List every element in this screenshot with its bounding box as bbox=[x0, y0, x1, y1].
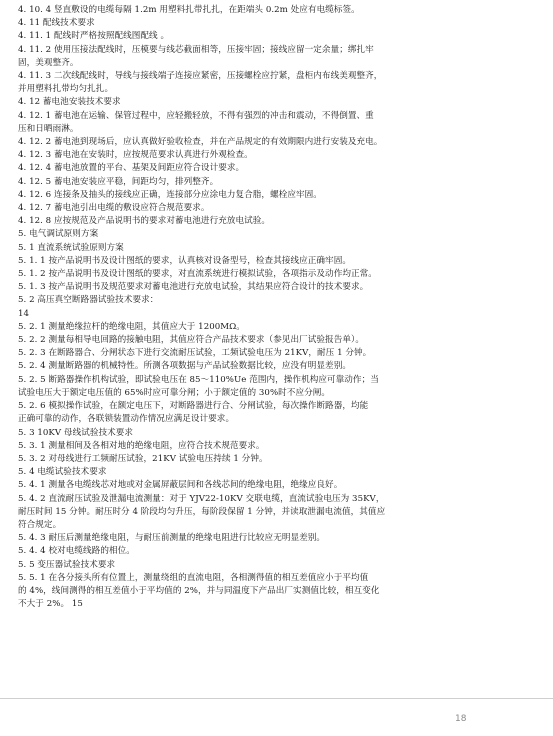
text-line: 4. 11. 2 使用压接法配线时，压模要与线芯截面相等，压接牢固；接线应留一定余量；绑扎牢 bbox=[18, 44, 374, 55]
text-line: 5. 2. 6 模拟操作试验，在额定电压下，对断路器进行合、分闸试验，每次操作断路器，均能 bbox=[18, 401, 369, 412]
text-line: 4. 11. 1 配线时严格按照配线图配线 。 bbox=[18, 31, 170, 42]
text-line: 固，美观整齐。 bbox=[18, 57, 79, 68]
text-line: 并用塑料扎带均匀扎扎。 bbox=[18, 84, 114, 95]
text-line: 5. 2. 4 测量断路器的机械特性。所测各项数据与产品试验数据比较，应没有明显差别。 bbox=[18, 361, 351, 372]
text-line: 4. 12. 1 蓄电池在运输、保管过程中，应轻搬轻放，不得有强烈的冲击和震动，不得倒置、重 bbox=[18, 110, 374, 121]
text-line: 5. 2. 1 测量绝缘拉杆的绝缘电阻，其值应大于 1200MΩ。 bbox=[18, 321, 245, 332]
text-line: 不大于 2%。 15 bbox=[18, 599, 83, 610]
text-line: 5. 1. 2 按产品说明书及设计图纸的要求，对直流系统进行模拟试验，各项指示及动作均正常。 bbox=[18, 269, 377, 280]
text-line: 4. 11. 3 二次线配线时，导线与接线端子连接应紧密，压接螺栓应拧紧，盘柜内布线美观整齐， bbox=[18, 71, 383, 82]
page-number: 18 bbox=[455, 714, 467, 724]
text-line: 5. 2. 5 断路器操作机构试验，即试验电压在 85～110%Ue 范围内，操作机构应可靠动作；当 bbox=[18, 374, 379, 385]
text-line: 耐压时间 15 分钟。耐压时分 4 阶段均匀升压，每阶段保留 1 分钟，并读取泄漏电流值，其值应 bbox=[18, 506, 386, 517]
text-line: 4. 12. 5 蓄电池安装应平稳，间距均匀，排列整齐。 bbox=[18, 176, 219, 187]
text-line: 压和日晒雨淋。 bbox=[18, 123, 79, 134]
text-line: 5. 4. 4 校对电缆线路的相位。 bbox=[18, 546, 135, 557]
text-line: 5. 4. 2 直流耐压试验及泄漏电流测量：对于 YJV22-10KV 交联电缆，直流试验电压为 35KV， bbox=[18, 493, 385, 504]
text-line: 5. 1. 3 按产品说明书及规范要求对蓄电池进行充放电试验，其结果应符合设计的技术要求。 bbox=[18, 282, 369, 293]
text-line: 4. 12. 2 蓄电池到现场后，应认真做好验收检查，并在产品规定的有效期限内进行安装及充电。 bbox=[18, 137, 383, 148]
text-line: 5. 1 直流系统试验原则方案 bbox=[18, 242, 124, 253]
text-line: 试验电压大于额定电压值的 65%时应可靠分闸；小于额定值的 30%时不应分闸。 bbox=[18, 387, 331, 398]
text-line: 5. 4. 1 测量各电缆线芯对地或对金属屏蔽层间和各线芯间的绝缘电阻，绝缘应良好。 bbox=[18, 480, 343, 491]
text-line: 5. 2. 2 测量每相导电回路的接触电阻，其值应符合产品技术要求（参见出厂试验报告单）。 bbox=[18, 335, 364, 346]
text-line: 4. 10. 4 竖直敷设的电缆每隔 1.2m 用塑料扎带扎扎，在距端头 0.2m 处应有电缆标签。 bbox=[18, 5, 360, 15]
text-line: 5. 2 高压真空断路器试验技术要求： bbox=[18, 295, 159, 306]
text-line: 5. 2. 3 在断路器合、分闸状态下进行交流耐压试验，工频试验电压为 21KV，耐压 1 分钟。 bbox=[18, 348, 372, 359]
text-line: 5. 3. 2 对母线进行工频耐压试验，21KV 试验电压持续 1 分钟。 bbox=[18, 453, 268, 464]
text-line: 4. 12. 8 应按规范及产品说明书的要求对蓄电池进行充放电试验。 bbox=[18, 216, 271, 227]
document-body bbox=[18, 4, 540, 611]
text-line: 5. 4 电缆试验技术要求 bbox=[18, 467, 107, 478]
text-line: 符合规定。 bbox=[18, 519, 62, 530]
text-line: 5. 4. 3 耐压后测量绝缘电阻，与耐压前测量的绝缘电阻进行比较应无明显差别。 bbox=[18, 533, 326, 544]
text-line: 的 4%，线间测得的相互差值小于平均值的 2%，并与同温度下产品出厂实测值比较，相互变化 bbox=[18, 585, 380, 596]
text-line: 4. 11 配线技术要求 bbox=[18, 18, 95, 29]
text-line: 5. 3. 1 测量相间及各相对地的绝缘电阻，应符合技术规范要求。 bbox=[18, 440, 265, 451]
text-line: 4. 12. 6 连接条及抽头的接线应正确，连接部分应涂电力复合脂，螺栓应牢固。 bbox=[18, 189, 322, 200]
text-line: 4. 12. 3 蓄电池在安装时，应按规范要求认真进行外观检查。 bbox=[18, 150, 253, 161]
text-line: 5. 1. 1 按产品说明书及设计图纸的要求，认真核对设备型号，检查其接线应正确牢固。 bbox=[18, 255, 351, 266]
text-line: 正确可靠的动作，各联锁装置动作情况应满足设计要求。 bbox=[18, 414, 235, 425]
text-line: 5. 5. 1 在各分接头所有位置上，测量绕组的直流电阻，各相测得值的相互差值应小于平均值 bbox=[18, 572, 369, 583]
footer-divider bbox=[0, 698, 553, 699]
text-line: 4. 12 蓄电池安装技术要求 bbox=[18, 97, 121, 108]
text-line: 5. 5 变压器试验技术要求 bbox=[18, 559, 116, 570]
text-line: 5. 3 10KV 母线试验技术要求 bbox=[18, 427, 134, 438]
text-line: 4. 12. 7 蓄电池引出电缆的敷设应符合规范要求。 bbox=[18, 203, 210, 214]
text-line: 14 bbox=[18, 308, 30, 319]
text-line: 4. 12. 4 蓄电池放置的平台、基架及间距应符合设计要求。 bbox=[18, 163, 245, 174]
text-line: 5. 电气调试原则方案 bbox=[18, 229, 99, 240]
